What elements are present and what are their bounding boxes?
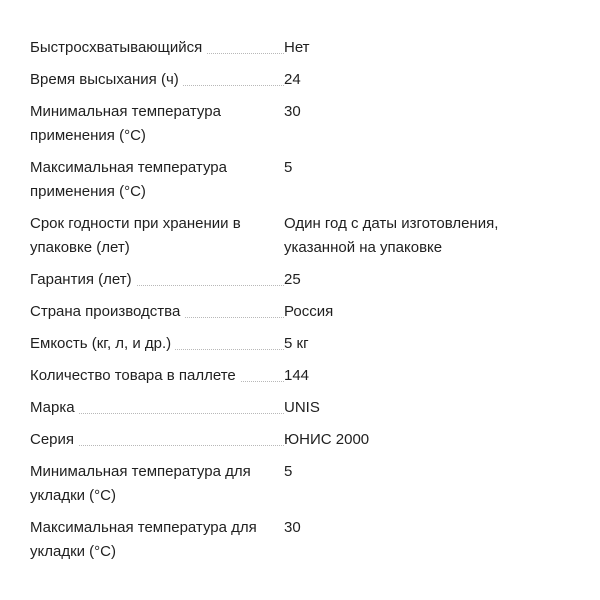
- spec-name: Минимальная температура применения (°C): [30, 103, 221, 144]
- spec-value: ЮНИС 2000: [284, 431, 370, 448]
- spec-value: 5 кг: [284, 335, 309, 352]
- spec-value: Россия: [284, 303, 334, 320]
- spec-value: 5: [284, 159, 293, 176]
- spec-value: 24: [284, 71, 301, 88]
- spec-row-min-laying-temp: [30, 460, 570, 508]
- spec-row-capacity: [30, 332, 570, 356]
- spec-name: Емкость (кг, л, и др.): [30, 332, 284, 356]
- spec-value: 30: [284, 103, 301, 120]
- spec-value: 5: [284, 463, 293, 480]
- spec-name: Количество товара в паллете: [30, 364, 284, 388]
- spec-name: Срок годности при хранении в упаковке (лет): [30, 215, 241, 256]
- spec-row-series: [30, 428, 570, 452]
- spec-value: Один год с даты изготовления, указанной на упаковке: [284, 215, 499, 256]
- spec-row-warranty: [30, 268, 570, 292]
- spec-value: Нет: [284, 39, 310, 56]
- spec-row-brand: [30, 396, 570, 420]
- spec-row-min-application-temp: [30, 100, 570, 148]
- spec-name: Время высыхания (ч): [30, 68, 284, 92]
- spec-name: Гарантия (лет): [30, 268, 284, 292]
- spec-row-quick-setting: [30, 36, 570, 60]
- spec-row-max-laying-temp: [30, 516, 570, 564]
- spec-name: Максимальная температура для укладки (°C): [30, 519, 257, 560]
- spec-row-drying-time: [30, 68, 570, 92]
- spec-name: Марка: [30, 396, 284, 420]
- specs-table: [30, 36, 570, 572]
- spec-value: 144: [284, 367, 310, 384]
- spec-value: 25: [284, 271, 301, 288]
- spec-name: Минимальная температура для укладки (°C): [30, 463, 251, 504]
- spec-name: Быстросхватывающийся: [30, 36, 284, 60]
- spec-value: 30: [284, 519, 301, 536]
- spec-name: Максимальная температура применения (°C): [30, 159, 227, 200]
- spec-name: Серия: [30, 428, 284, 452]
- spec-row-max-application-temp: [30, 156, 570, 204]
- spec-row-country: [30, 300, 570, 324]
- spec-row-pallet-quantity: [30, 364, 570, 388]
- spec-row-shelf-life: [30, 212, 570, 260]
- spec-name: Страна производства: [30, 300, 284, 324]
- spec-value: UNIS: [284, 399, 320, 416]
